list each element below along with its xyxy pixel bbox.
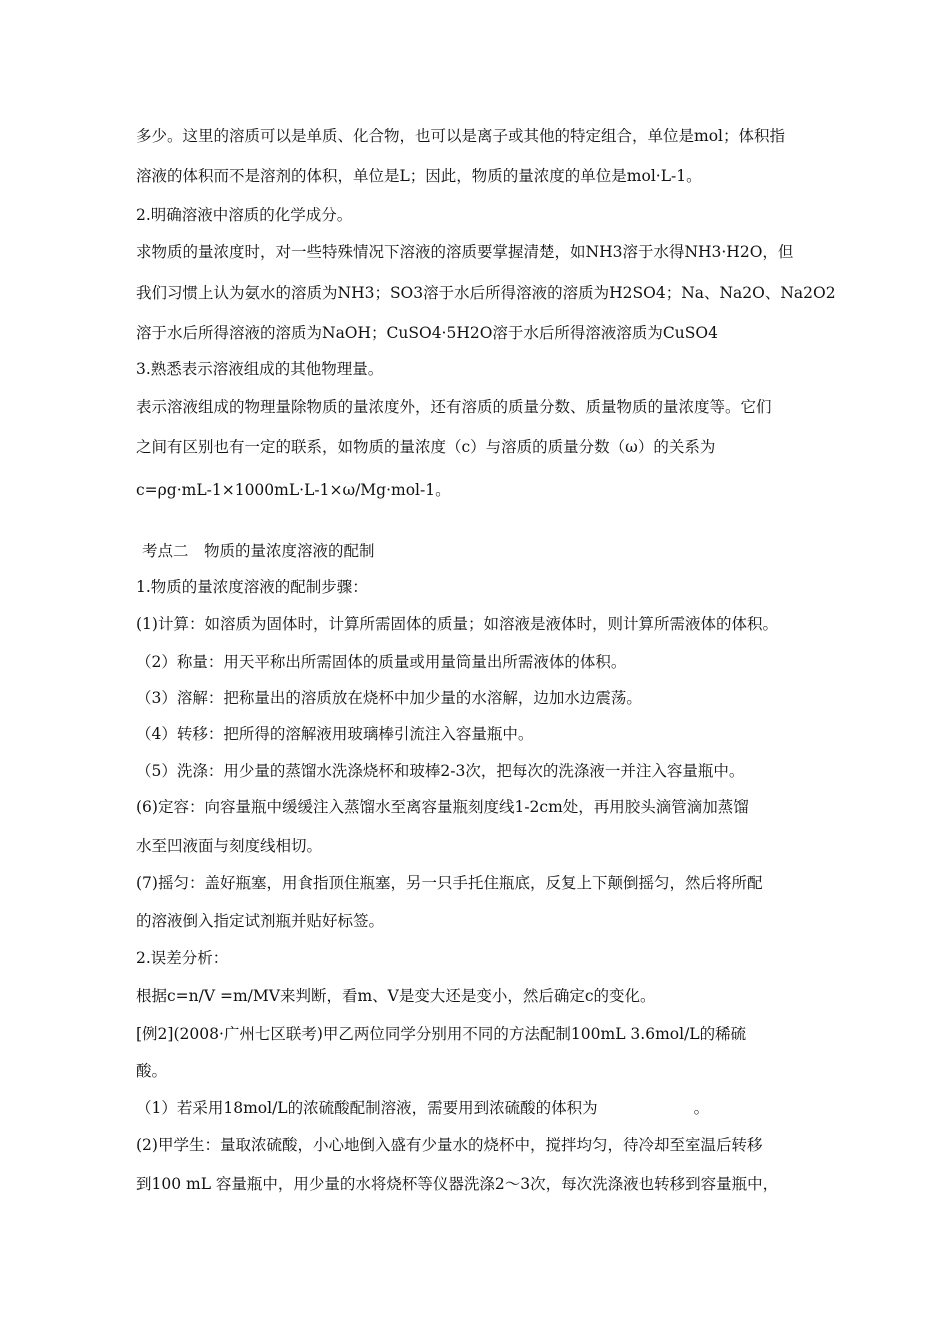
paragraph-line: 溶于水后所得溶液的溶质为NaOH；CuSO4·5H2O溶于水后所得溶液溶质为CuSO4 xyxy=(136,324,718,342)
step-line: 的溶液倒入指定试剂瓶并贴好标签。 xyxy=(136,912,385,930)
paragraph-line: 溶液的体积而不是溶剂的体积，单位是L；因此，物质的量浓度的单位是mol·L-1。 xyxy=(136,167,702,185)
example-line: [例2](2008·广州七区联考)甲乙两位同学分别用不同的方法配制100mL 3.6mol/L的稀硫 xyxy=(136,1025,747,1043)
section-heading: 3.熟悉表示溶液组成的其他物理量。 xyxy=(136,360,384,378)
example-line: 酸。 xyxy=(136,1062,168,1080)
paragraph-line: 多少。这里的溶质可以是单质、化合物，也可以是离子或其他的特定组合，单位是mol；体积指 xyxy=(136,127,785,145)
question-line: (2)甲学生：量取浓硫酸，小心地倒入盛有少量水的烧杯中，搅拌均匀，待冷却至室温后转移 xyxy=(136,1136,763,1154)
paragraph-line: 我们习惯上认为氨水的溶质为NH3；SO3溶于水后所得溶液的溶质为H2SO4；Na、Na2O、Na2O2 xyxy=(136,284,836,302)
question-end: 。 xyxy=(693,1099,710,1117)
paragraph-line: 求物质的量浓度时，对一些特殊情况下溶液的溶质要掌握清楚，如NH3溶于水得NH3·H2O，但 xyxy=(136,243,794,261)
step-line: (6)定容：向容量瓶中缓缓注入蒸馏水至离容量瓶刻度线1-2cm处，再用胶头滴管滴加蒸馏 xyxy=(136,798,749,816)
question-line: 到100 mL 容量瓶中，用少量的水将烧杯等仪器洗涤2～3次，每次洗涤液也转移到容量瓶中， xyxy=(136,1175,779,1193)
step-line: （2）称量：用天平称出所需固体的质量或用量筒量出所需液体的体积。 xyxy=(136,653,627,671)
paragraph-line: 根据c=n/V =m/MV来判断，看m、V是变大还是变小，然后确定c的变化。 xyxy=(136,987,656,1005)
question-text: （1）若采用18mol/L的浓硫酸配制溶液，需要用到浓硫酸的体积为 xyxy=(136,1099,598,1117)
section-heading: 2.误差分析： xyxy=(136,949,229,967)
step-line: (7)摇匀：盖好瓶塞，用食指顶住瓶塞，另一只手托住瓶底，反复上下颠倒摇匀，然后将所配 xyxy=(136,874,763,892)
step-line: （5）洗涤：用少量的蒸馏水洗涤烧杯和玻棒2-3次，把每次的洗涤液一并注入容量瓶中。 xyxy=(136,762,745,780)
paragraph-line: 表示溶液组成的物理量除物质的量浓度外，还有溶质的质量分数、质量物质的量浓度等。它们 xyxy=(136,398,772,416)
question-line xyxy=(136,1098,709,1118)
topic-heading: 考点二 物质的量浓度溶液的配制 xyxy=(142,542,375,560)
step-line: （3）溶解：把称量出的溶质放在烧杯中加少量的水溶解，边加水边震荡。 xyxy=(136,689,642,707)
step-line: （4）转移：把所得的溶解液用玻璃棒引流注入容量瓶中。 xyxy=(136,725,534,743)
step-line: 水至凹液面与刻度线相切。 xyxy=(136,837,323,855)
section-heading: 2.明确溶液中溶质的化学成分。 xyxy=(136,206,353,224)
formula-line: c=ρg·mL-1×1000mL·L-1×ω/Mg·mol-1。 xyxy=(136,481,451,499)
section-heading: 1.物质的量浓度溶液的配制步骤： xyxy=(136,578,368,596)
paragraph-line: 之间有区别也有一定的联系，如物质的量浓度（c）与溶质的质量分数（ω）的关系为 xyxy=(136,438,716,456)
step-line: (1)计算：如溶质为固体时，计算所需固体的质量；如溶液是液体时，则计算所需液体的体积。 xyxy=(136,615,778,633)
